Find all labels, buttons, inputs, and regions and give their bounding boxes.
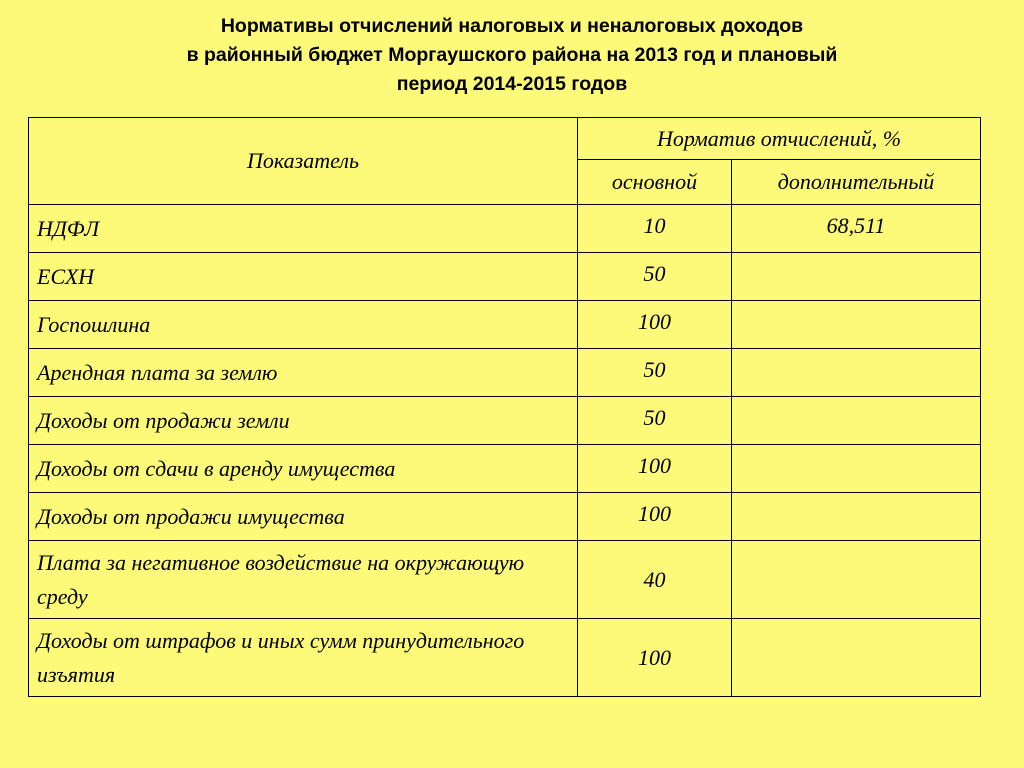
row-additional-value	[732, 541, 981, 619]
row-additional-value	[732, 253, 981, 301]
row-additional-value: 68,511	[732, 205, 981, 253]
table-row	[29, 253, 981, 301]
row-main-value: 100	[578, 493, 732, 541]
row-name: ЕСХН	[29, 253, 578, 301]
title-line-2: в районный бюджет Моргаушского района на 2013 год и плановый	[186, 44, 838, 66]
row-main-value: 50	[578, 253, 732, 301]
row-additional-value	[732, 301, 981, 349]
title-line-1: Нормативы отчислений налоговых и неналоговых доходов	[220, 15, 804, 37]
row-additional-value	[732, 619, 981, 697]
header-main: основной	[578, 160, 732, 205]
table-row	[29, 541, 981, 619]
row-additional-value	[732, 493, 981, 541]
row-name: Плата за негативное воздействие на окружающую среду	[29, 541, 578, 619]
table-header-row	[29, 118, 981, 160]
header-additional: дополнительный	[732, 160, 981, 205]
table-row	[29, 301, 981, 349]
row-name: Госпошлина	[29, 301, 578, 349]
row-additional-value	[732, 445, 981, 493]
table-row	[29, 349, 981, 397]
row-main-value: 100	[578, 445, 732, 493]
table-row	[29, 445, 981, 493]
row-name: Доходы от продажи имущества	[29, 493, 578, 541]
row-name: НДФЛ	[29, 205, 578, 253]
row-main-value: 100	[578, 619, 732, 697]
row-main-value: 40	[578, 541, 732, 619]
slide-title	[0, 12, 1024, 99]
row-additional-value	[732, 397, 981, 445]
normatives-table	[28, 117, 981, 697]
table-row	[29, 397, 981, 445]
row-name: Доходы от продажи земли	[29, 397, 578, 445]
table-row	[29, 619, 981, 697]
header-normative: Норматив отчислений, %	[578, 118, 981, 160]
row-main-value: 10	[578, 205, 732, 253]
row-main-value: 50	[578, 349, 732, 397]
row-additional-value	[732, 349, 981, 397]
row-main-value: 50	[578, 397, 732, 445]
row-name: Доходы от сдачи в аренду имущества	[29, 445, 578, 493]
title-line-3: период 2014-2015 годов	[396, 73, 628, 95]
row-name: Арендная плата за землю	[29, 349, 578, 397]
row-main-value: 100	[578, 301, 732, 349]
row-name: Доходы от штрафов и иных сумм принудительного изъятия	[29, 619, 578, 697]
header-indicator: Показатель	[29, 118, 578, 205]
table-row	[29, 493, 981, 541]
table-row	[29, 205, 981, 253]
